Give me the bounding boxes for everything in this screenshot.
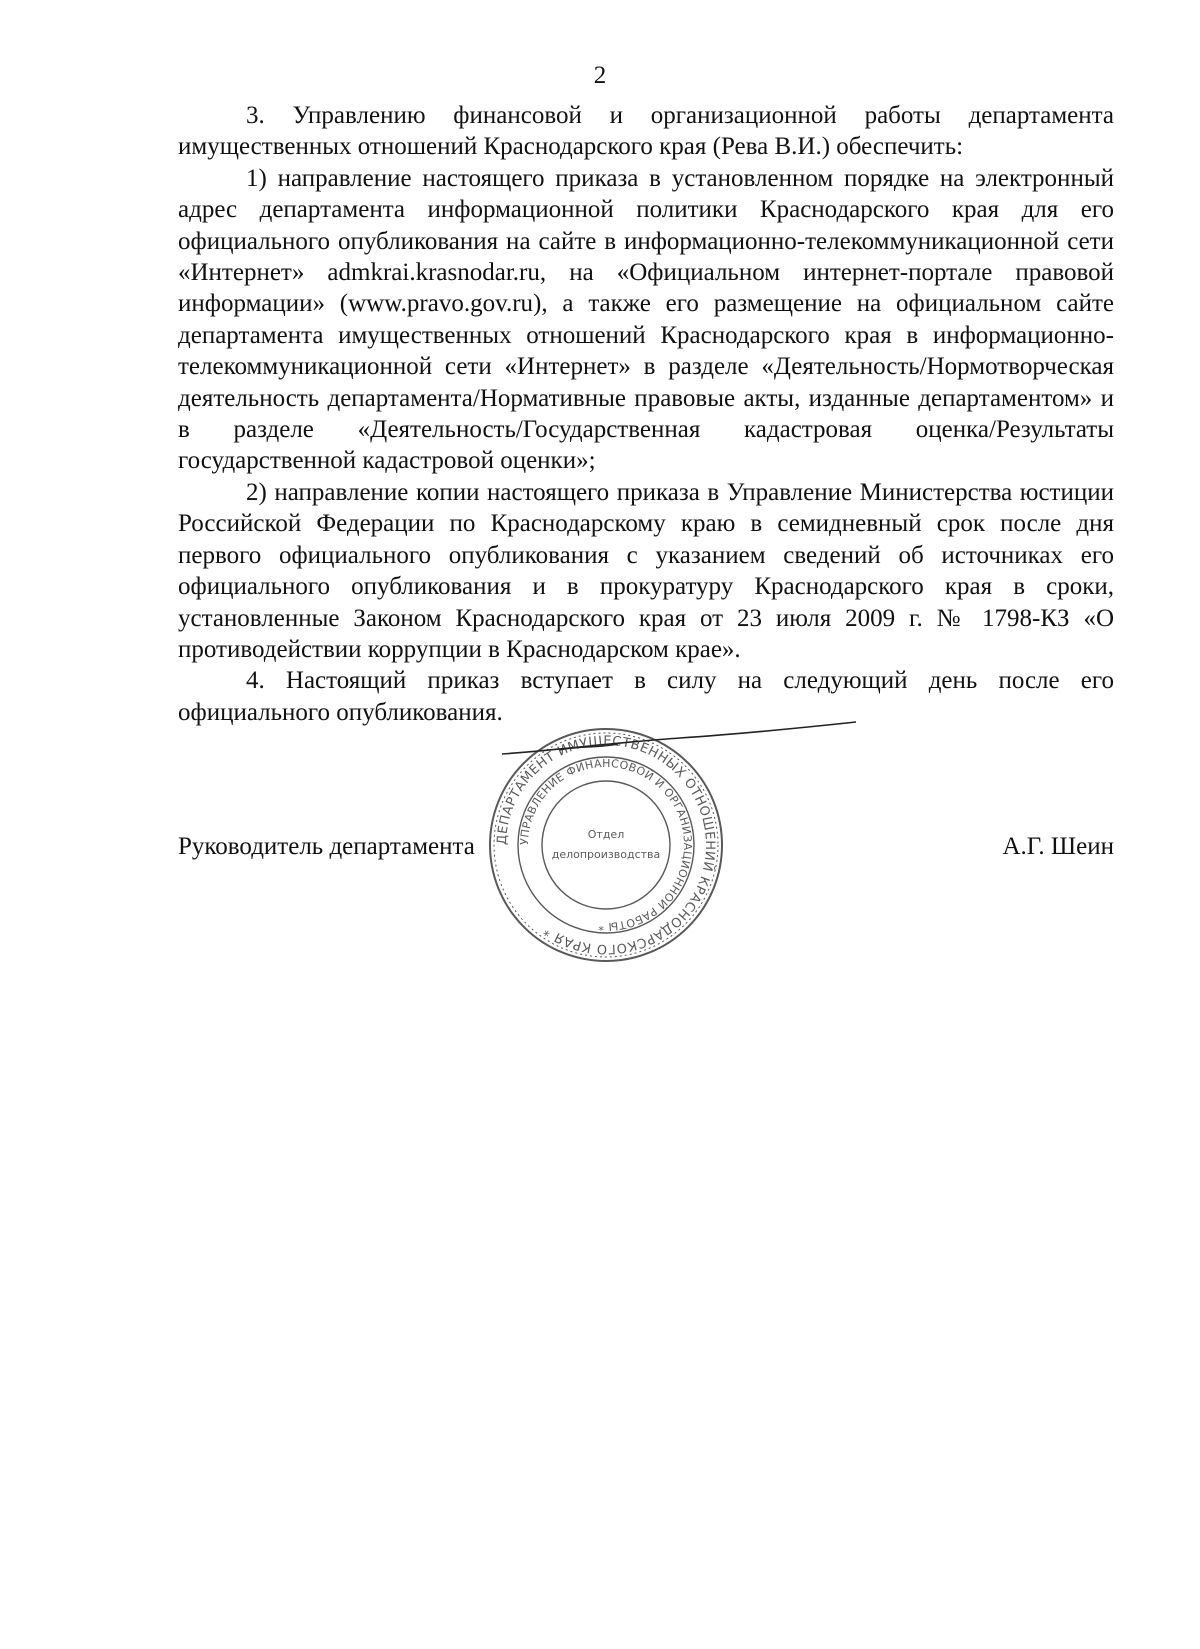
stamp-outer-text-path: ДЕПАРТАМЕНТ ИМУЩЕСТВЕННЫХ ОТНОШЕНИЙ КРАСНОДАРСКОГО КРАЯ * bbox=[494, 733, 718, 957]
page-number: 2 bbox=[593, 62, 607, 89]
paragraph-item-4: 4. Настоящий приказ вступает в силу на следующий день после его официального опубликования. bbox=[178, 667, 1114, 726]
stamp-inner-text-path: УПРАВЛЕНИЕ ФИНАНСОВОЙ И ОРГАНИЗАЦИОННОЙ РАБОТЫ * bbox=[517, 756, 695, 934]
official-stamp bbox=[485, 724, 727, 966]
signatory-title: Руководитель департамента bbox=[178, 833, 475, 860]
stamp-center-line-1: Отдел bbox=[587, 828, 625, 841]
stamp-center-line-2: делопроизводства bbox=[551, 848, 661, 861]
paragraph-subitem-1: 1) направление настоящего приказа в установленном порядке на электронный адрес департамента информационной политики Краснодарского края для его официального опубликования на сайте в информационно-телекоммуникационной сети «Интернет» admkrai.krasnodar.ru, на «Официальном интернет-портале правовой информации» (www.pravo.gov.ru), а также его размещение на официальном сайте департамента имущественных отношений Краснодарского края в информационно-телекоммуникационной сети «Интернет» в разделе «Деятельность/Нормотворческая деятельность департамента/Нормативные правовые акты, изданные департаментом» и в разделе «Деятельность/Государственная кадастровая оценка/Результаты государственной кадастровой оценки»; bbox=[178, 164, 1114, 475]
document-body bbox=[178, 100, 1114, 728]
paragraph-subitem-2: 2) направление копии настоящего приказа в Управление Министерства юстиции Российской Федерации по Краснодарскому краю в семидневный срок после дня первого официального опубликования с указанием сведений об источниках его официального опубликования и в прокуратуру Краснодарского края в сроки, установленные Законом Краснодарского края от 23 июля 2009 г. № 1798-КЗ «О противодействии коррупции в Краснодарском крае». bbox=[178, 478, 1114, 663]
stamp-inner-text bbox=[518, 757, 694, 933]
paragraph-item-3: 3. Управлению финансовой и организационной работы департамента имущественных отношений Краснодарского края (Рева В.И.) обеспечить: bbox=[178, 102, 1114, 161]
signatory-name: А.Г. Шеин bbox=[1002, 833, 1114, 860]
